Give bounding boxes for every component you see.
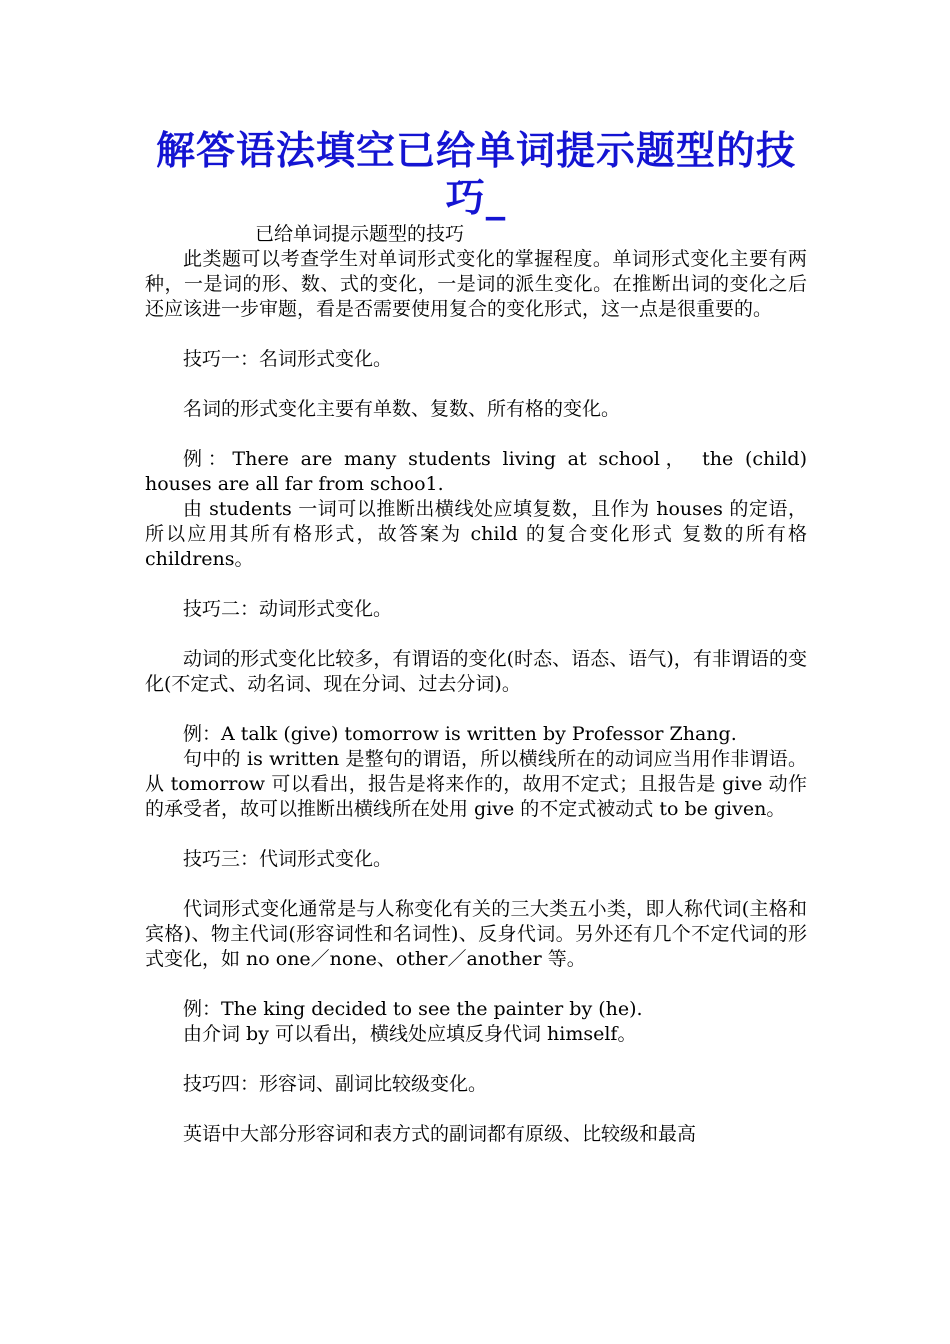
section-3-heading: 技巧三：代词形式变化。 (183, 848, 393, 870)
section-4-heading: 技巧四：形容词、副词比较级变化。 (183, 1073, 488, 1095)
section-2-heading: 技巧二：动词形式变化。 (183, 598, 393, 620)
section-1-explain: 由 students 一词可以推断出横线处应填复数，且作为 houses 的定语，所以应用其所有格形式，故答案为 child 的复合变化形式 复数的所有格 childrens。 (145, 498, 807, 570)
section-1-example: 例：There are many students living at school， the (child) houses are all far from schoo1. (145, 448, 807, 495)
document-subtitle: 已给单词提示题型的技巧 (255, 223, 465, 245)
section-2-desc: 动词的形式变化比较多，有谓语的变化(时态、语态、语气)，有非谓语的变化(不定式、动名词、现在分词、过去分词)。 (145, 648, 807, 695)
document-title: 解答语法填空已给单词提示题型的技巧_ (155, 128, 796, 221)
section-3-desc: 代词形式变化通常是与人称变化有关的三大类五小类，即人称代词(主格和宾格)、物主代词(形容词性和名词性)、反身代词。另外还有几个不定代词的形式变化，如 no one／none、other／another 等。 (145, 898, 807, 970)
section-3-example: 例：The king decided to see the painter by (he). (183, 998, 643, 1020)
document-page (145, 128, 807, 1147)
section-1-heading: 技巧一：名词形式变化。 (183, 348, 393, 370)
section-2-example: 例：A talk (give) tomorrow is written by Professor Zhang. (183, 723, 737, 745)
section-1-desc: 名词的形式变化主要有单数、复数、所有格的变化。 (183, 398, 621, 420)
section-3-explain: 由介词 by 可以看出，横线处应填反身代词 himself。 (183, 1023, 637, 1045)
section-2-explain: 句中的 is written 是整句的谓语，所以横线所在的动词应当用作非谓语。从 tomorrow 可以看出，报告是将来作的，故用不定式；且报告是 give 动作的承受者，故可以推断出横线所在处用 give 的不定式被动式 to be given。 (145, 748, 807, 820)
section-4-desc: 英语中大部分形容词和表方式的副词都有原级、比较级和最高 (183, 1123, 697, 1145)
intro-paragraph: 此类题可以考查学生对单词形式变化的掌握程度。单词形式变化主要有两种，一是词的形、数、式的变化，一是词的派生变化。在推断出词的变化之后还应该进一步审题，看是否需要使用复合的变化形式，这一点是很重要的。 (145, 248, 807, 320)
